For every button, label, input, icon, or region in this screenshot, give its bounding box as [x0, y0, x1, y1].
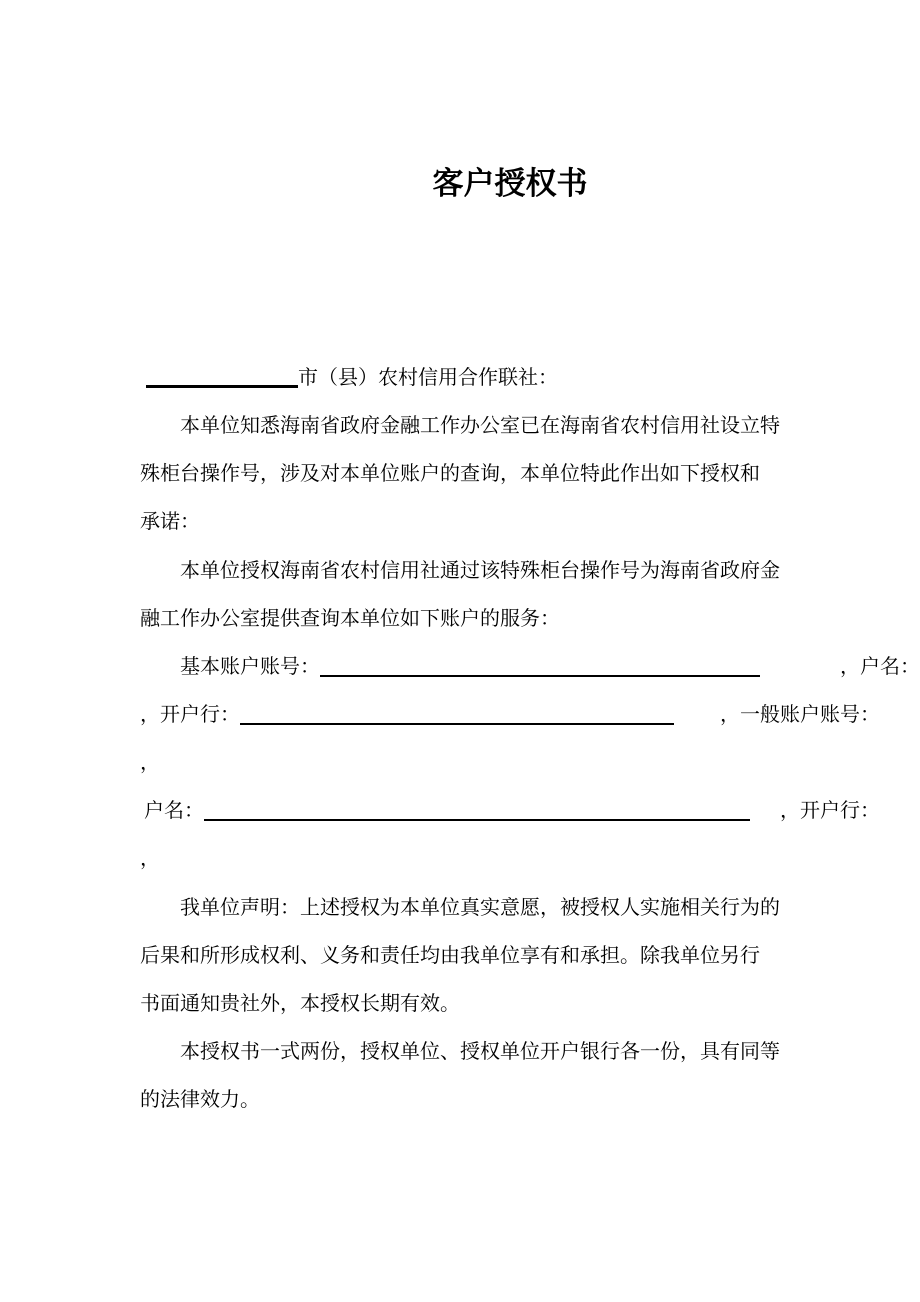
- general-account-label: ，一般账户账号：: [720, 702, 880, 726]
- account-name-2-blank[interactable]: [204, 797, 750, 821]
- comma-line-1: ，: [140, 750, 160, 774]
- basic-account-blank[interactable]: [320, 653, 760, 677]
- addressee-blank[interactable]: [146, 363, 298, 388]
- addressee-suffix: 市（县）农村信用合作联社：: [298, 365, 558, 389]
- bank-blank[interactable]: [240, 701, 674, 725]
- basic-account-line: [140, 651, 920, 681]
- paragraph-4-line-2: 的法律效力。: [140, 1087, 260, 1111]
- paragraph-3-line-2: 后果和所形成权利、义务和责任均由我单位享有和承担。除我单位另行: [140, 943, 760, 967]
- addressee-line: [140, 362, 880, 392]
- bank-label: ，开户行：: [140, 702, 240, 726]
- paragraph-1-line-2: 殊柜台操作号，涉及对本单位账户的查询，本单位特此作出如下授权和: [140, 461, 760, 485]
- comma-line-2: ，: [140, 846, 160, 870]
- bank-label-2: ，开户行：: [780, 798, 880, 822]
- paragraph-3-line-3: 书面通知贵社外，本授权长期有效。: [140, 991, 460, 1015]
- account-name-2-line: [140, 795, 880, 825]
- paragraph-1-line-1: 本单位知悉海南省政府金融工作办公室已在海南省农村信用社设立特: [180, 413, 780, 437]
- paragraph-3-line-1: 我单位声明：上述授权为本单位真实意愿，被授权人实施相关行为的: [180, 895, 780, 919]
- account-name-label-2: 户名：: [144, 798, 204, 822]
- paragraph-2-line-1: 本单位授权海南省农村信用社通过该特殊柜台操作号为海南省政府金: [180, 558, 780, 582]
- basic-account-label: 基本账户账号：: [180, 654, 320, 678]
- paragraph-4-line-1: 本授权书一式两份，授权单位、授权单位开户银行各一份，具有同等: [180, 1039, 780, 1063]
- paragraph-1-line-3: 承诺：: [140, 509, 200, 533]
- bank-line: [140, 699, 880, 729]
- paragraph-2-line-2: 融工作办公室提供查询本单位如下账户的服务：: [140, 606, 560, 630]
- document-title: 客户授权书: [432, 166, 588, 202]
- account-name-label: ，户名：: [840, 654, 920, 678]
